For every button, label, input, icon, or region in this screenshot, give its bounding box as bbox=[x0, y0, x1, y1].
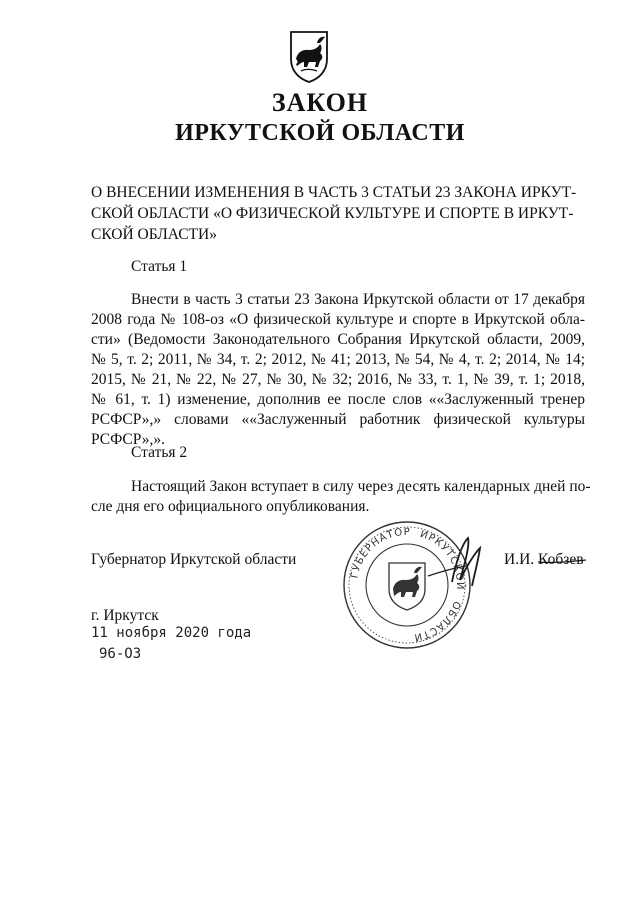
document-region: ИРКУТСКОЙ ОБЛАСТИ bbox=[175, 120, 465, 146]
seal-text-right: ОБЛАСТИ bbox=[412, 599, 463, 643]
document-title: ЗАКОН bbox=[271, 88, 369, 117]
coat-of-arms-icon bbox=[287, 29, 331, 83]
seal-text-top: ИРКУТСКОЙ bbox=[418, 528, 466, 591]
signer-title: Губернатор Иркутской области bbox=[91, 551, 297, 568]
law-subject bbox=[91, 182, 585, 245]
article-1-heading: Статья 1 bbox=[131, 258, 188, 275]
paragraph-line: 2015, № 21, № 22, № 27, № 30, № 32; 2016, № 33, т. 1, № 39, т. 1; 2018, bbox=[91, 371, 585, 388]
subject-line: СКОЙ ОБЛАСТИ» bbox=[91, 226, 217, 243]
subject-line: СКОЙ ОБЛАСТИ «О ФИЗИЧЕСКОЙ КУЛЬТУРЕ И СПОРТЕ В ИРКУТ- bbox=[91, 205, 574, 222]
paragraph-line: Настоящий Закон вступает в силу через десять календарных дней по- bbox=[131, 478, 591, 495]
signing-date: 11 ноября 2020 года bbox=[91, 625, 252, 641]
article-2-heading: Статья 2 bbox=[131, 444, 188, 461]
paragraph-line: РСФСР»,» словами ««Заслуженный работник физической культуры bbox=[91, 411, 585, 428]
paragraph-line: сле дня его официального опубликования. bbox=[91, 498, 370, 515]
subject-line: О ВНЕСЕНИИ ИЗМЕНЕНИЯ В ЧАСТЬ 3 СТАТЬИ 23 ЗАКОНА ИРКУТ- bbox=[91, 184, 577, 201]
paragraph-line: 2008 года № 108-оз «О физической культуре и спорте в Иркутской обла- bbox=[91, 311, 585, 328]
svg-text:ОБЛАСТИ bbox=[412, 599, 462, 642]
paragraph-line: сти» (Ведомости Законодательного Собрания Иркутской области, 2009, bbox=[91, 331, 585, 348]
signer-name: И.И. Кобзев bbox=[504, 551, 584, 568]
paragraph-line: № 5, т. 2; 2011, № 34, т. 2; 2012, № 41; 2013, № 54, № 4, т. 2; 2014, № 14; bbox=[91, 351, 585, 368]
seal-text-left: ГУБЕРНАТОР bbox=[349, 526, 411, 580]
paragraph-line: Внести в часть 3 статьи 23 Закона Иркутской области от 17 декабря bbox=[131, 291, 585, 308]
paragraph-line: № 61, т. 1) изменение, дополнив ее после слов ««Заслуженный тренер bbox=[91, 391, 585, 408]
law-number: 96-ОЗ bbox=[99, 646, 142, 662]
paragraph-line: РСФСР»,». bbox=[91, 431, 165, 448]
place-of-signing: г. Иркутск bbox=[91, 607, 159, 624]
article-2-text bbox=[91, 477, 591, 517]
article-1-text bbox=[91, 290, 585, 450]
